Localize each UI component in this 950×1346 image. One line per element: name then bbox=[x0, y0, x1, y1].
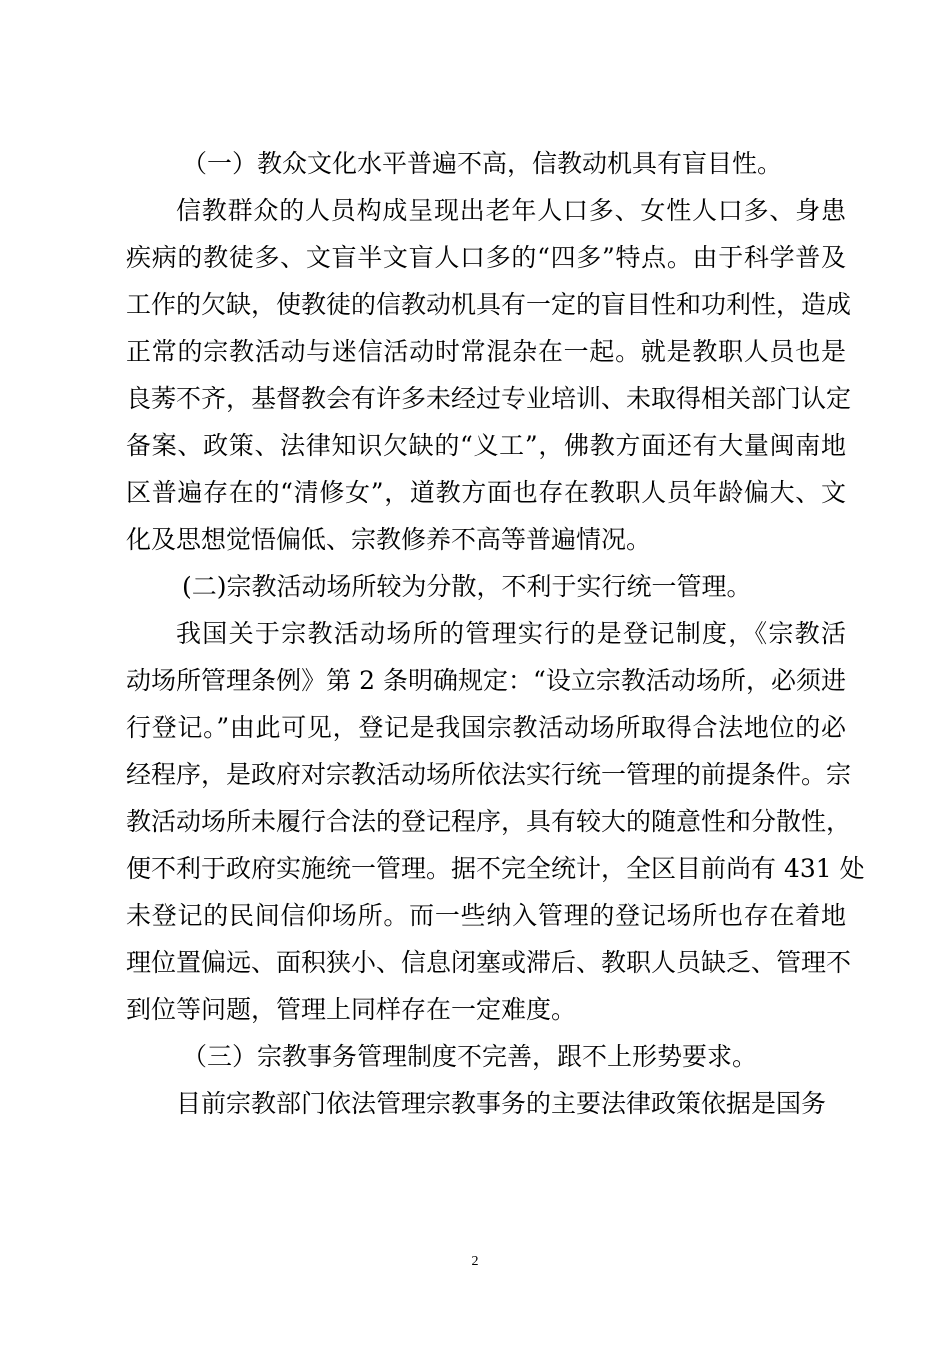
section-heading-1: （一）教众文化水平普遍不高，信教动机具有盲目性。 bbox=[182, 149, 783, 178]
text-line: 工作的欠缺，使教徒的信教动机具有一定的盲目性和功利性，造成 bbox=[126, 290, 852, 319]
text-line: 化及思想觉悟偏低、宗教修养不高等普遍情况。 bbox=[126, 525, 652, 554]
section-heading-3: （三）宗教事务管理制度不完善，跟不上形势要求。 bbox=[182, 1042, 758, 1071]
text-line: 备案、政策、法律知识欠缺的“义工”，佛教方面还有大量闽南地 bbox=[126, 431, 846, 460]
paragraph-1 bbox=[126, 187, 852, 563]
text-line: 便不利于政府实施统一管理。据不完全统计，全区目前尚有 431 处 bbox=[126, 854, 865, 883]
text-line: 正常的宗教活动与迷信活动时常混杂在一起。就是教职人员也是 bbox=[126, 337, 846, 366]
paragraph-2 bbox=[126, 610, 865, 1033]
text-line: 未登记的民间信仰场所。而一些纳入管理的登记场所也存在着地 bbox=[126, 901, 846, 930]
text-line: 区普遍存在的“清修女”，道教方面也存在教职人员年龄偏大、文 bbox=[126, 478, 846, 507]
text-line: 行登记。”由此可见，登记是我国宗教活动场所取得合法地位的必 bbox=[126, 713, 846, 742]
text-line: 教活动场所未履行合法的登记程序，具有较大的随意性和分散性， bbox=[126, 807, 852, 836]
text-line: 目前宗教部门依法管理宗教事务的主要法律政策依据是国务 bbox=[176, 1089, 827, 1118]
text-line: 到位等问题，管理上同样存在一定难度。 bbox=[126, 995, 577, 1024]
document-body bbox=[126, 140, 865, 1127]
text-line: 信教群众的人员构成呈现出老年人口多、女性人口多、身患 bbox=[176, 196, 846, 225]
paragraph-3 bbox=[126, 1080, 846, 1127]
text-line: 良莠不齐，基督教会有许多未经过专业培训、未取得相关部门认定 bbox=[126, 384, 852, 413]
text-line: 疾病的教徒多、文盲半文盲人口多的“四多”特点。由于科学普及 bbox=[126, 243, 846, 272]
text-line: 我国关于宗教活动场所的管理实行的是登记制度，《宗教活 bbox=[176, 619, 846, 648]
section-heading-2: (二)宗教活动场所较为分散，不利于实行统一管理。 bbox=[182, 572, 752, 601]
page-number: 2 bbox=[471, 1254, 479, 1269]
text-line: 理位置偏远、面积狭小、信息闭塞或滞后、教职人员缺乏、管理不 bbox=[126, 948, 852, 977]
text-line: 动场所管理条例》第 2 条明确规定：“设立宗教活动场所，必须进 bbox=[126, 666, 846, 695]
text-line: 经程序，是政府对宗教活动场所依法实行统一管理的前提条件。宗 bbox=[126, 760, 852, 789]
